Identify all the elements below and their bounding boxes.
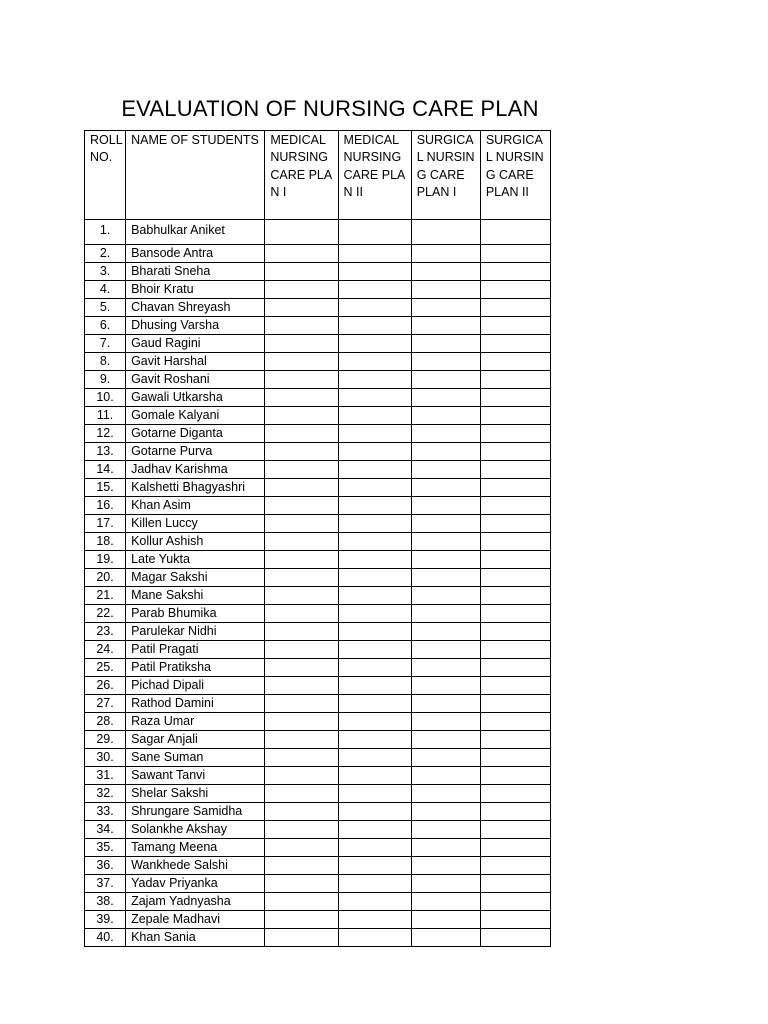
surgical-plan-1-cell: [411, 695, 480, 713]
roll-number-cell: 28.: [85, 713, 126, 731]
table-row: [85, 605, 551, 623]
surgical-plan-1-cell: [411, 569, 480, 587]
student-name-cell: Sagar Anjali: [126, 731, 265, 749]
roll-number-cell: 16.: [85, 497, 126, 515]
table-row: [85, 695, 551, 713]
surgical-plan-2-cell: [480, 220, 550, 245]
medical-plan-1-cell: [265, 821, 338, 839]
student-name-cell: Gomale Kalyani: [126, 407, 265, 425]
surgical-plan-2-cell: [480, 641, 550, 659]
medical-plan-2-cell: [338, 731, 411, 749]
table-row: [85, 677, 551, 695]
surgical-plan-2-cell: [480, 515, 550, 533]
table-row: [85, 497, 551, 515]
surgical-plan-1-cell: [411, 407, 480, 425]
medical-plan-1-cell: [265, 875, 338, 893]
surgical-plan-2-cell: [480, 839, 550, 857]
medical-plan-1-cell: [265, 767, 338, 785]
roll-number-cell: 31.: [85, 767, 126, 785]
surgical-plan-2-cell: [480, 731, 550, 749]
table-row: [85, 371, 551, 389]
table-row: [85, 533, 551, 551]
table-row: [85, 749, 551, 767]
student-name-cell: Solankhe Akshay: [126, 821, 265, 839]
roll-number-cell: 35.: [85, 839, 126, 857]
surgical-plan-2-cell: [480, 263, 550, 281]
medical-plan-2-cell: [338, 443, 411, 461]
student-name-cell: Khan Asim: [126, 497, 265, 515]
table-row: [85, 641, 551, 659]
student-name-cell: Gaud Ragini: [126, 335, 265, 353]
medical-plan-1-cell: [265, 641, 338, 659]
surgical-plan-1-cell: [411, 641, 480, 659]
student-name-cell: Gotarne Purva: [126, 443, 265, 461]
student-name-cell: Pichad Dipali: [126, 677, 265, 695]
surgical-plan-1-cell: [411, 893, 480, 911]
surgical-plan-2-cell: [480, 677, 550, 695]
table-row: [85, 515, 551, 533]
medical-plan-1-cell: [265, 425, 338, 443]
roll-number-cell: 17.: [85, 515, 126, 533]
medical-plan-1-cell: [265, 695, 338, 713]
surgical-plan-1-cell: [411, 425, 480, 443]
surgical-plan-1-cell: [411, 605, 480, 623]
student-name-cell: Kalshetti Bhagyashri: [126, 479, 265, 497]
table-row: [85, 659, 551, 677]
table-row: [85, 767, 551, 785]
table-row: [85, 461, 551, 479]
medical-plan-2-cell: [338, 803, 411, 821]
medical-plan-1-cell: [265, 659, 338, 677]
student-name-cell: Magar Sakshi: [126, 569, 265, 587]
table-row: [85, 353, 551, 371]
roll-number-cell: 26.: [85, 677, 126, 695]
surgical-plan-1-cell: [411, 839, 480, 857]
surgical-plan-2-cell: [480, 569, 550, 587]
medical-plan-2-cell: [338, 371, 411, 389]
surgical-plan-2-cell: [480, 623, 550, 641]
medical-plan-2-cell: [338, 857, 411, 875]
roll-number-cell: 2.: [85, 245, 126, 263]
medical-plan-1-cell: [265, 353, 338, 371]
surgical-plan-2-cell: [480, 533, 550, 551]
surgical-plan-2-cell: [480, 407, 550, 425]
medical-plan-1-cell: [265, 407, 338, 425]
table-row: [85, 299, 551, 317]
table-row: [85, 479, 551, 497]
medical-plan-2-cell: [338, 515, 411, 533]
student-name-cell: Parulekar Nidhi: [126, 623, 265, 641]
medical-plan-2-cell: [338, 767, 411, 785]
student-name-cell: Sawant Tanvi: [126, 767, 265, 785]
roll-number-cell: 13.: [85, 443, 126, 461]
roll-number-cell: 38.: [85, 893, 126, 911]
student-name-cell: Tamang Meena: [126, 839, 265, 857]
student-name-cell: Babhulkar Aniket: [126, 220, 265, 245]
roll-number-cell: 25.: [85, 659, 126, 677]
medical-plan-1-cell: [265, 335, 338, 353]
surgical-plan-2-cell: [480, 245, 550, 263]
surgical-plan-2-cell: [480, 605, 550, 623]
medical-plan-1-cell: [265, 605, 338, 623]
medical-plan-1-cell: [265, 220, 338, 245]
surgical-plan-1-cell: [411, 803, 480, 821]
surgical-plan-1-cell: [411, 335, 480, 353]
medical-plan-2-cell: [338, 220, 411, 245]
medical-plan-2-cell: [338, 677, 411, 695]
evaluation-table: [84, 130, 551, 947]
student-name-cell: Patil Pragati: [126, 641, 265, 659]
surgical-plan-1-cell: [411, 220, 480, 245]
roll-number-cell: 24.: [85, 641, 126, 659]
table-row: [85, 220, 551, 245]
medical-plan-2-cell: [338, 299, 411, 317]
table-row: [85, 587, 551, 605]
medical-plan-1-cell: [265, 551, 338, 569]
roll-number-cell: 36.: [85, 857, 126, 875]
surgical-plan-1-cell: [411, 353, 480, 371]
surgical-plan-2-cell: [480, 749, 550, 767]
table-row: [85, 281, 551, 299]
header-name-of-students: NAME OF STUDENTS: [126, 131, 265, 220]
medical-plan-2-cell: [338, 875, 411, 893]
student-name-cell: Patil Pratiksha: [126, 659, 265, 677]
header-medical-plan-2: MEDICAL NURSING CARE PLAN II: [338, 131, 411, 220]
student-name-cell: Sane Suman: [126, 749, 265, 767]
surgical-plan-2-cell: [480, 371, 550, 389]
student-name-cell: Bhoir Kratu: [126, 281, 265, 299]
surgical-plan-2-cell: [480, 425, 550, 443]
medical-plan-1-cell: [265, 281, 338, 299]
roll-number-cell: 37.: [85, 875, 126, 893]
medical-plan-2-cell: [338, 353, 411, 371]
medical-plan-2-cell: [338, 821, 411, 839]
roll-number-cell: 33.: [85, 803, 126, 821]
surgical-plan-2-cell: [480, 767, 550, 785]
surgical-plan-1-cell: [411, 281, 480, 299]
surgical-plan-1-cell: [411, 857, 480, 875]
surgical-plan-1-cell: [411, 929, 480, 947]
medical-plan-1-cell: [265, 317, 338, 335]
student-name-cell: Bharati Sneha: [126, 263, 265, 281]
table-row: [85, 551, 551, 569]
medical-plan-2-cell: [338, 713, 411, 731]
table-row: [85, 929, 551, 947]
surgical-plan-1-cell: [411, 821, 480, 839]
roll-number-cell: 15.: [85, 479, 126, 497]
surgical-plan-2-cell: [480, 299, 550, 317]
student-name-cell: Killen Luccy: [126, 515, 265, 533]
medical-plan-1-cell: [265, 623, 338, 641]
medical-plan-2-cell: [338, 695, 411, 713]
surgical-plan-2-cell: [480, 893, 550, 911]
student-name-cell: Zajam Yadnyasha: [126, 893, 265, 911]
table-row: [85, 713, 551, 731]
table-row: [85, 425, 551, 443]
surgical-plan-1-cell: [411, 875, 480, 893]
surgical-plan-1-cell: [411, 533, 480, 551]
medical-plan-1-cell: [265, 749, 338, 767]
medical-plan-2-cell: [338, 425, 411, 443]
surgical-plan-2-cell: [480, 461, 550, 479]
medical-plan-2-cell: [338, 461, 411, 479]
table-row: [85, 857, 551, 875]
table-body: [85, 220, 551, 947]
surgical-plan-1-cell: [411, 515, 480, 533]
table-row: [85, 839, 551, 857]
medical-plan-1-cell: [265, 785, 338, 803]
surgical-plan-1-cell: [411, 911, 480, 929]
student-name-cell: Raza Umar: [126, 713, 265, 731]
medical-plan-2-cell: [338, 839, 411, 857]
medical-plan-2-cell: [338, 587, 411, 605]
roll-number-cell: 10.: [85, 389, 126, 407]
student-name-cell: Yadav Priyanka: [126, 875, 265, 893]
medical-plan-2-cell: [338, 389, 411, 407]
surgical-plan-1-cell: [411, 443, 480, 461]
surgical-plan-1-cell: [411, 713, 480, 731]
medical-plan-1-cell: [265, 299, 338, 317]
student-name-cell: Chavan Shreyash: [126, 299, 265, 317]
roll-number-cell: 18.: [85, 533, 126, 551]
student-name-cell: Bansode Antra: [126, 245, 265, 263]
roll-number-cell: 8.: [85, 353, 126, 371]
roll-number-cell: 6.: [85, 317, 126, 335]
medical-plan-1-cell: [265, 443, 338, 461]
roll-number-cell: 23.: [85, 623, 126, 641]
medical-plan-1-cell: [265, 497, 338, 515]
surgical-plan-2-cell: [480, 929, 550, 947]
medical-plan-2-cell: [338, 551, 411, 569]
medical-plan-2-cell: [338, 605, 411, 623]
surgical-plan-1-cell: [411, 587, 480, 605]
roll-number-cell: 22.: [85, 605, 126, 623]
surgical-plan-1-cell: [411, 659, 480, 677]
surgical-plan-2-cell: [480, 587, 550, 605]
header-roll-no: ROLL NO.: [85, 131, 126, 220]
surgical-plan-2-cell: [480, 497, 550, 515]
roll-number-cell: 27.: [85, 695, 126, 713]
medical-plan-2-cell: [338, 623, 411, 641]
medical-plan-2-cell: [338, 497, 411, 515]
table-header-row: [85, 131, 551, 220]
student-name-cell: Wankhede Salshi: [126, 857, 265, 875]
surgical-plan-1-cell: [411, 263, 480, 281]
surgical-plan-2-cell: [480, 821, 550, 839]
medical-plan-1-cell: [265, 731, 338, 749]
medical-plan-2-cell: [338, 569, 411, 587]
student-name-cell: Parab Bhumika: [126, 605, 265, 623]
table-row: [85, 443, 551, 461]
medical-plan-1-cell: [265, 893, 338, 911]
table-row: [85, 821, 551, 839]
table-row: [85, 803, 551, 821]
medical-plan-2-cell: [338, 533, 411, 551]
surgical-plan-1-cell: [411, 749, 480, 767]
medical-plan-2-cell: [338, 929, 411, 947]
roll-number-cell: 1.: [85, 220, 126, 245]
student-name-cell: Gavit Harshal: [126, 353, 265, 371]
medical-plan-2-cell: [338, 407, 411, 425]
medical-plan-1-cell: [265, 569, 338, 587]
table-row: [85, 911, 551, 929]
student-name-cell: Zepale Madhavi: [126, 911, 265, 929]
surgical-plan-1-cell: [411, 785, 480, 803]
medical-plan-2-cell: [338, 263, 411, 281]
medical-plan-1-cell: [265, 515, 338, 533]
header-surgical-plan-1: SURGICAL NURSING CARE PLAN I: [411, 131, 480, 220]
surgical-plan-1-cell: [411, 731, 480, 749]
surgical-plan-1-cell: [411, 551, 480, 569]
medical-plan-2-cell: [338, 893, 411, 911]
table-row: [85, 317, 551, 335]
roll-number-cell: 14.: [85, 461, 126, 479]
medical-plan-1-cell: [265, 461, 338, 479]
student-name-cell: Kollur Ashish: [126, 533, 265, 551]
student-name-cell: Shelar Sakshi: [126, 785, 265, 803]
medical-plan-1-cell: [265, 857, 338, 875]
student-name-cell: Khan Sania: [126, 929, 265, 947]
table-row: [85, 407, 551, 425]
roll-number-cell: 34.: [85, 821, 126, 839]
page-title: EVALUATION OF NURSING CARE PLAN: [121, 96, 539, 121]
medical-plan-1-cell: [265, 245, 338, 263]
student-name-cell: Jadhav Karishma: [126, 461, 265, 479]
student-name-cell: Gavit Roshani: [126, 371, 265, 389]
table-row: [85, 569, 551, 587]
table-row: [85, 875, 551, 893]
surgical-plan-1-cell: [411, 389, 480, 407]
medical-plan-2-cell: [338, 659, 411, 677]
roll-number-cell: 12.: [85, 425, 126, 443]
surgical-plan-2-cell: [480, 911, 550, 929]
surgical-plan-1-cell: [411, 461, 480, 479]
table-row: [85, 263, 551, 281]
header-surgical-plan-2: SURGICAL NURSING CARE PLAN II: [480, 131, 550, 220]
student-name-cell: Shrungare Samidha: [126, 803, 265, 821]
roll-number-cell: 21.: [85, 587, 126, 605]
surgical-plan-2-cell: [480, 281, 550, 299]
surgical-plan-1-cell: [411, 767, 480, 785]
medical-plan-2-cell: [338, 317, 411, 335]
surgical-plan-1-cell: [411, 497, 480, 515]
roll-number-cell: 19.: [85, 551, 126, 569]
medical-plan-1-cell: [265, 389, 338, 407]
surgical-plan-1-cell: [411, 677, 480, 695]
surgical-plan-2-cell: [480, 551, 550, 569]
medical-plan-1-cell: [265, 713, 338, 731]
medical-plan-1-cell: [265, 263, 338, 281]
table-row: [85, 245, 551, 263]
roll-number-cell: 29.: [85, 731, 126, 749]
roll-number-cell: 11.: [85, 407, 126, 425]
medical-plan-2-cell: [338, 245, 411, 263]
surgical-plan-2-cell: [480, 695, 550, 713]
surgical-plan-1-cell: [411, 371, 480, 389]
medical-plan-2-cell: [338, 335, 411, 353]
medical-plan-1-cell: [265, 371, 338, 389]
table-row: [85, 785, 551, 803]
medical-plan-1-cell: [265, 587, 338, 605]
medical-plan-2-cell: [338, 785, 411, 803]
surgical-plan-2-cell: [480, 785, 550, 803]
table-row: [85, 389, 551, 407]
medical-plan-1-cell: [265, 911, 338, 929]
roll-number-cell: 20.: [85, 569, 126, 587]
table-row: [85, 731, 551, 749]
surgical-plan-2-cell: [480, 353, 550, 371]
student-name-cell: Mane Sakshi: [126, 587, 265, 605]
medical-plan-1-cell: [265, 533, 338, 551]
surgical-plan-1-cell: [411, 245, 480, 263]
medical-plan-1-cell: [265, 479, 338, 497]
surgical-plan-2-cell: [480, 443, 550, 461]
roll-number-cell: 30.: [85, 749, 126, 767]
table-row: [85, 623, 551, 641]
medical-plan-2-cell: [338, 911, 411, 929]
roll-number-cell: 9.: [85, 371, 126, 389]
roll-number-cell: 32.: [85, 785, 126, 803]
surgical-plan-1-cell: [411, 623, 480, 641]
medical-plan-2-cell: [338, 749, 411, 767]
medical-plan-1-cell: [265, 677, 338, 695]
surgical-plan-2-cell: [480, 857, 550, 875]
surgical-plan-1-cell: [411, 317, 480, 335]
surgical-plan-2-cell: [480, 317, 550, 335]
surgical-plan-2-cell: [480, 479, 550, 497]
student-name-cell: Dhusing Varsha: [126, 317, 265, 335]
surgical-plan-2-cell: [480, 659, 550, 677]
table-row: [85, 893, 551, 911]
medical-plan-2-cell: [338, 641, 411, 659]
table-row: [85, 335, 551, 353]
surgical-plan-2-cell: [480, 713, 550, 731]
student-name-cell: Rathod Damini: [126, 695, 265, 713]
medical-plan-1-cell: [265, 803, 338, 821]
roll-number-cell: 39.: [85, 911, 126, 929]
medical-plan-1-cell: [265, 929, 338, 947]
surgical-plan-2-cell: [480, 335, 550, 353]
surgical-plan-2-cell: [480, 803, 550, 821]
student-name-cell: Late Yukta: [126, 551, 265, 569]
student-name-cell: Gotarne Diganta: [126, 425, 265, 443]
surgical-plan-2-cell: [480, 389, 550, 407]
roll-number-cell: 7.: [85, 335, 126, 353]
roll-number-cell: 5.: [85, 299, 126, 317]
surgical-plan-1-cell: [411, 479, 480, 497]
medical-plan-2-cell: [338, 479, 411, 497]
roll-number-cell: 4.: [85, 281, 126, 299]
header-medical-plan-1: MEDICAL NURSING CARE PLAN I: [265, 131, 338, 220]
student-name-cell: Gawali Utkarsha: [126, 389, 265, 407]
medical-plan-1-cell: [265, 839, 338, 857]
roll-number-cell: 3.: [85, 263, 126, 281]
roll-number-cell: 40.: [85, 929, 126, 947]
surgical-plan-1-cell: [411, 299, 480, 317]
medical-plan-2-cell: [338, 281, 411, 299]
surgical-plan-2-cell: [480, 875, 550, 893]
